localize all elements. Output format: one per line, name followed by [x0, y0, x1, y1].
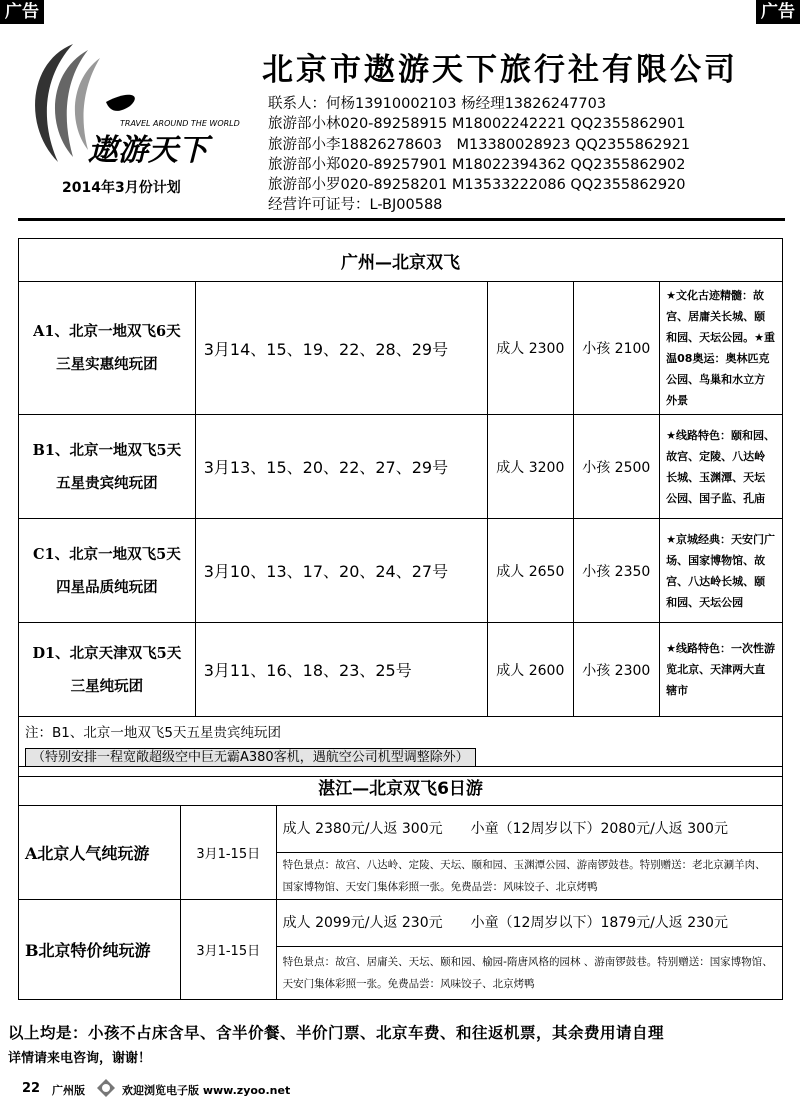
route-description: ★线路特色：颐和园、故宫、定陵、八达岭长城、玉渊潭、天坛公园、国子监、孔庙: [660, 415, 783, 519]
contact-line: 旅游部小李18826278603 M13380028923 QQ2355862921: [268, 136, 691, 153]
contact-line: 旅游部小罗020-89258201 M13533222086 QQ2355862920: [268, 177, 686, 194]
route-description: 特色景点：故宫、居庸关、天坛、颐和园、榆园-隋唐风格的园林 、游南锣鼓巷。特别赠送：国家博物馆、天安门集体彩照一张。免费品尝：风味饺子、北京烤鸭: [276, 947, 782, 1000]
child-price: 小孩 2350: [574, 519, 660, 623]
company-logo: [18, 32, 248, 167]
table-row: [19, 900, 783, 947]
adult-price: 成人 3200: [488, 415, 574, 519]
route-description: ★京城经典：天安门广场、国家博物馆、故宫、八达岭长城、颐和园、天坛公园: [660, 519, 783, 623]
footer-terms: 以上均是：小孩不占床含早、含半价餐、半价门票、北京车费、和往返机票，其余费用请自理: [8, 1024, 665, 1042]
child-price: 小孩 2300: [574, 623, 660, 717]
note: 注：B1、北京一地双飞5天五星贵宾纯玩团 （特别安排一程宽敞超级空中巨无霸A380客机，遇航空公司机型调整除外）: [19, 717, 783, 777]
travel-date: 3月1-15日: [180, 806, 276, 900]
departure-dates: 3月14、15、19、22、28、29号: [195, 282, 488, 415]
route-description: ★线路特色：一次性游览北京、天津两大直辖市: [660, 623, 783, 717]
header-divider: [18, 218, 785, 221]
ad-label-left: 广告: [0, 0, 44, 24]
product-name: A1、北京一地双飞6天 三星实惠纯玩团: [19, 282, 196, 415]
note-highlight: （特别安排一程宽敞超级空中巨无霸A380客机，遇航空公司机型调整除外）: [25, 748, 476, 767]
departure-dates: 3月10、13、17、20、24、27号: [195, 519, 488, 623]
product-name: B北京特价纯玩游: [19, 900, 181, 1000]
price-info: 成人 2380元/人返 300元 小童（12周岁以下）2080元/人返 300元: [276, 806, 782, 853]
page-number: 22: [22, 1081, 41, 1096]
guangzhou-beijing-table: [18, 238, 783, 777]
contact-list: [268, 94, 690, 216]
edition-label: 广州版: [52, 1084, 85, 1097]
product-name: D1、北京天津双飞5天 三星纯玩团: [19, 623, 196, 717]
table-row: [19, 282, 783, 415]
svg-text:遨游天下: 遨游天下: [88, 133, 208, 167]
route-description: 特色景点：故宫、八达岭、定陵、天坛、颐和园、玉渊潭公园、游南锣鼓巷。特别赠送：老北京涮羊肉、国家博物馆、天安门集体彩照一张。免费品尝：风味饺子、北京烤鸭: [276, 853, 782, 900]
ad-label-right: 广告: [756, 0, 800, 24]
adult-price: 成人 2650: [488, 519, 574, 623]
plan-label: 2014年3月份计划: [62, 180, 181, 196]
route-description: ★文化古迹精髓：故宫、居庸关长城、颐和园、天坛公园。★重温08奥运：奥林匹克公园、鸟巢和水立方外景: [660, 282, 783, 415]
website-promo[interactable]: 欢迎浏览电子版 www.zyoo.net: [122, 1084, 291, 1097]
section-title: 广州—北京双飞: [19, 239, 783, 282]
svg-text:TRAVEL AROUND THE WORLD: TRAVEL AROUND THE WORLD: [120, 119, 240, 128]
departure-dates: 3月13、15、20、22、27、29号: [195, 415, 488, 519]
license-number: 经营许可证号：L-BJ00588: [268, 197, 443, 214]
company-name: 北京市遨游天下旅行社有限公司: [262, 52, 738, 88]
contact-line: 旅游部小林020-89258915 M18002242221 QQ2355862901: [268, 116, 686, 133]
child-price: 小孩 2500: [574, 415, 660, 519]
travel-date: 3月1-15日: [180, 900, 276, 1000]
product-name: C1、北京一地双飞5天 四星品质纯玩团: [19, 519, 196, 623]
publication-mark-icon: [96, 1078, 116, 1098]
adult-price: 成人 2300: [488, 282, 574, 415]
header: [0, 22, 800, 212]
bottom-bar: [0, 1075, 800, 1100]
table-row: [19, 623, 783, 717]
price-info: 成人 2099元/人返 230元 小童（12周岁以下）1879元/人返 230元: [276, 900, 782, 947]
contact-line: 联系人：何杨13910002103 杨经理13826247703: [268, 96, 607, 112]
table-row: [19, 806, 783, 853]
table-row: [19, 519, 783, 623]
product-name: A北京人气纯玩游: [19, 806, 181, 900]
footer-contact-note: 详情请来电咨询，谢谢！: [8, 1051, 152, 1066]
product-name: B1、北京一地双飞5天 五星贵宾纯玩团: [19, 415, 196, 519]
zhanjiang-beijing-table: [18, 766, 783, 1000]
table-row: [19, 415, 783, 519]
section-title: 湛江—北京双飞6日游: [19, 767, 783, 806]
contact-line: 旅游部小郑020-89257901 M18022394362 QQ2355862902: [268, 156, 686, 173]
departure-dates: 3月11、16、18、23、25号: [195, 623, 488, 717]
adult-price: 成人 2600: [488, 623, 574, 717]
child-price: 小孩 2100: [574, 282, 660, 415]
